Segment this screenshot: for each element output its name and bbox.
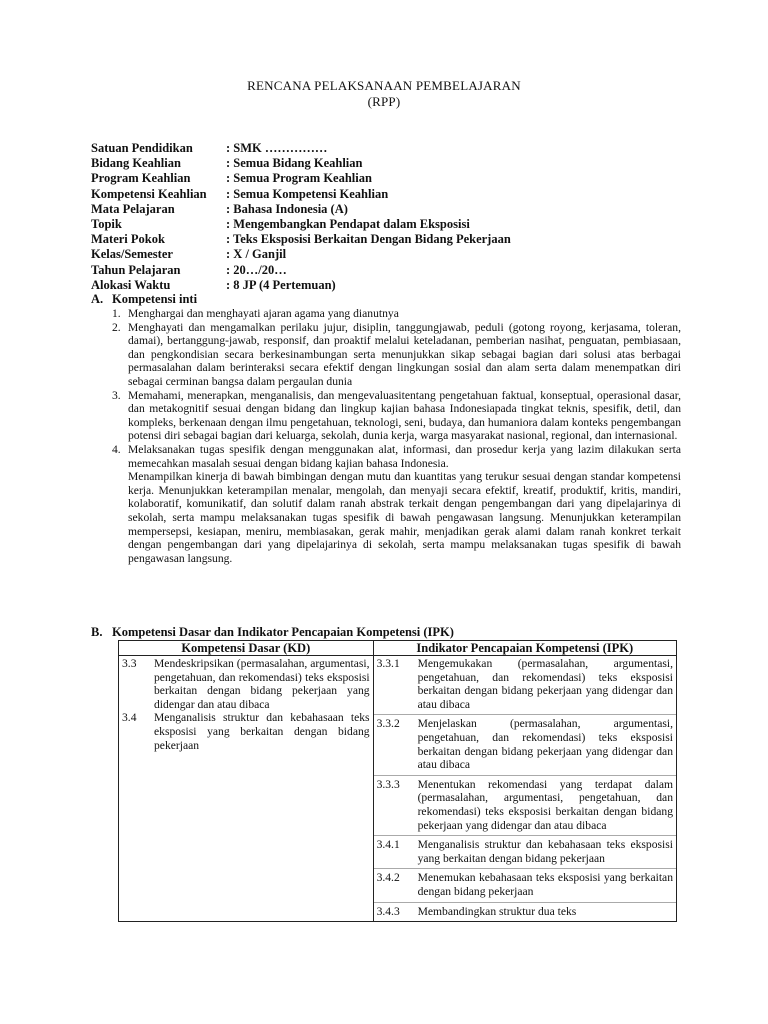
ipk-text: Menemukan kebahasaan teks eksposisi yang berkaitan dengan bidang pekerjaan <box>417 871 673 898</box>
section-a-letter: A. <box>91 292 104 306</box>
ipk-number: 3.4.2 <box>376 871 400 885</box>
ipk-number: 3.4.3 <box>376 904 400 918</box>
ipk-item <box>377 717 673 771</box>
meta-label: Kompetensi Keahlian <box>91 186 207 201</box>
section-a-title: Kompetensi inti <box>112 292 198 306</box>
meta-label: Alokasi Waktu <box>91 277 171 292</box>
kd-number: 3.4 <box>122 711 137 725</box>
list-item-number: 1. <box>112 307 121 320</box>
meta-label: Materi Pokok <box>91 232 165 247</box>
ipk-divider <box>374 775 676 776</box>
ipk-divider <box>374 902 676 903</box>
meta-row <box>91 156 511 171</box>
list-item <box>91 443 681 470</box>
list-item-number: 2. <box>112 320 121 334</box>
section-b <box>91 625 681 640</box>
document-subtitle: (RPP) <box>367 94 401 109</box>
meta-label: Topik <box>91 216 122 231</box>
meta-value: : X / Ganjil <box>226 247 287 262</box>
list-item <box>91 321 681 389</box>
table-header-row <box>119 641 677 656</box>
kd-cell <box>119 656 374 922</box>
ipk-text: Mengemukakan (permasalahan, argumentasi, pengetahuan, dan rekomendasi) teks eksposisi berkaitan dengan bidang pekerjaan yang didengar dan atau dibaca <box>417 657 673 711</box>
ipk-number: 3.3.3 <box>376 777 400 791</box>
list-item-number: 3. <box>112 388 121 402</box>
ipk-number: 3.3.1 <box>376 657 400 670</box>
ipk-cell <box>373 656 676 922</box>
kd-text: Mendeskripsikan (permasalahan, argumentasi, pengetahuan, dan rekomendasi) teks eksposisi berkaitan dengan bidang pekerjaan yang didengar dan atau dibaca <box>154 657 370 711</box>
meta-row <box>91 217 511 232</box>
meta-label: Tahun Pelajaran <box>91 262 181 277</box>
ipk-text: Menganalisis struktur dan kebahasaan teks eksposisi yang berkaitan dengan bidang pekerjaan <box>417 838 673 865</box>
kd-column-header: Kompetensi Dasar (KD) <box>119 641 374 656</box>
meta-value: : Semua Kompetensi Keahlian <box>226 186 389 201</box>
ipk-divider <box>374 835 676 836</box>
meta-row <box>91 202 511 217</box>
kd-text: Menganalisis struktur dan kebahasaan teks eksposisi yang berkaitan dengan bidang pekerjaan <box>154 711 370 752</box>
section-b-letter: B. <box>91 625 103 639</box>
ipk-item <box>377 778 673 832</box>
list-item-number: 4. <box>112 442 121 456</box>
meta-value: : SMK …………… <box>226 141 328 155</box>
meta-row <box>91 263 511 278</box>
list-item <box>91 307 681 321</box>
section-a-heading <box>91 292 681 307</box>
meta-label: Program Keahlian <box>91 171 191 186</box>
ipk-item <box>377 657 673 711</box>
meta-row <box>91 171 511 186</box>
ipk-divider <box>374 714 676 715</box>
document-title: RENCANA PELAKSANAAN PEMBELAJARAN <box>247 78 521 93</box>
ipk-text: Membandingkan struktur dua teks <box>417 904 577 918</box>
meta-value: : Teks Eksposisi Berkaitan Dengan Bidang Pekerjaan <box>226 232 511 247</box>
list-item <box>91 389 681 443</box>
meta-row <box>91 278 511 293</box>
meta-value: : Mengembangkan Pendapat dalam Eksposisi <box>226 216 470 231</box>
kd-item <box>122 657 370 711</box>
meta-label: Bidang Keahlian <box>91 156 181 171</box>
ipk-column-header: Indikator Pencapaian Kompetensi (IPK) <box>373 641 676 656</box>
list-item-text: Melaksanakan tugas spesifik dengan menggunakan alat, informasi, dan prosedur kerja yang lazim dilakukan serta memecahkan masalah sesuai dengan bidang kajian bahasa Indonesia. <box>128 442 681 470</box>
meta-label: Mata Pelajaran <box>91 201 175 216</box>
list-item-text: Menghayati dan mengamalkan perilaku jujur, disiplin, tanggungjawab, peduli (gotong royong, kerjasama, toleran, damai), bertanggung-jawab, responsif, dan proaktif melalui keteladanan, pemberian nasihat, penguatan, pembiasaan, dan pengkondisian secara berkesinambungan serta menunjukkan sikap sebagai bagian dari solusi atas berbagai permasalahan dalam berinteraksi secara efektif dengan lingkungan sosial dan alam serta dalam menempatkan diri sebagai cerminan bangsa dalam pergaulan dunia <box>128 320 681 388</box>
meta-label: Kelas/Semester <box>91 247 173 262</box>
ipk-divider <box>374 868 676 869</box>
list-item-text: Menghargai dan menghayati ajaran agama yang dianutnya <box>128 307 399 320</box>
meta-value: : Semua Bidang Keahlian <box>226 156 363 171</box>
meta-row <box>91 187 511 202</box>
core-competency-extra: Menampilkan kinerja di bawah bimbingan dengan mutu dan kuantitas yang terukur sesuai dengan standar kompetensi kerja. Menunjukkan keterampilan menalar, mengolah, dan menyaji secara efektif, kreatif, produktif, kritis, mandiri, kolaboratif, komunikatif, dan solutif dalam ranah abstrak terkait dengan pengembangan dari yang dipelajarinya di sekolah, serta mampu melaksanakan tugas spesifik di bawah pengawasan langsung. Menunjukkan keterampilan mempersepsi, kesiapan, meniru, membiasakan, gerak mahir, menjadikan gerak alami dalam ranah konkret terkait dengan pengembangan dari yang dipelajarinya di sekolah, serta mampu melaksanakan tugas spesifik di bawah pengawasan langsung. <box>128 470 681 565</box>
meta-row <box>91 247 511 262</box>
ipk-number: 3.4.1 <box>376 838 400 852</box>
ipk-number: 3.3.2 <box>376 717 400 731</box>
kd-number: 3.3 <box>122 657 137 670</box>
ipk-text: Menentukan rekomendasi yang terdapat dalam (permasalahan, argumentasi, pengetahuan, dan rekomendasi) teks eksposisi berkaitan dengan bidang pekerjaan yang didengar dan atau dibaca <box>417 777 673 832</box>
ipk-item <box>377 905 673 919</box>
ipk-item <box>377 838 673 865</box>
kd-item <box>122 711 370 752</box>
meta-row <box>91 141 511 156</box>
list-item-text: Memahami, menerapkan, menganalisis, dan mengevaluasitentang pengetahuan faktual, konseptual, operasional dasar, dan metakognitif sesuai dengan bidang dan lingkup kajian bahasa Indonesiapada tingkat teknis, spesifik, detil, dan kompleks, berkenaan dengan ilmu pengetahuan, teknologi, seni, budaya, dan humaniora dalam konteks pengembangan potensi diri sebagai bagian dari keluarga, sekolah, dunia kerja, warga masyarakat nasional, regional, dan internasional. <box>128 388 681 443</box>
identity-table <box>91 141 511 293</box>
meta-value: : Semua Program Keahlian <box>226 171 372 186</box>
ipk-item <box>377 871 673 898</box>
meta-value: : 8 JP (4 Pertemuan) <box>226 277 336 292</box>
meta-value: : Bahasa Indonesia (A) <box>226 201 348 216</box>
meta-row <box>91 232 511 247</box>
section-b-title: Kompetensi Dasar dan Indikator Pencapaian Kompetensi (IPK) <box>112 625 454 639</box>
meta-label: Satuan Pendidikan <box>91 141 193 155</box>
meta-value: : 20…/20… <box>226 262 287 277</box>
section-b-heading <box>91 625 681 640</box>
table-row <box>119 656 677 922</box>
ipk-text: Menjelaskan (permasalahan, argumentasi, pengetahuan, dan rekomendasi) teks eksposisi berkaitan dengan bidang pekerjaan yang didengar dan atau dibaca <box>417 717 673 772</box>
core-competency-list <box>91 307 681 470</box>
section-a <box>91 292 681 565</box>
kd-ipk-table <box>118 640 677 922</box>
